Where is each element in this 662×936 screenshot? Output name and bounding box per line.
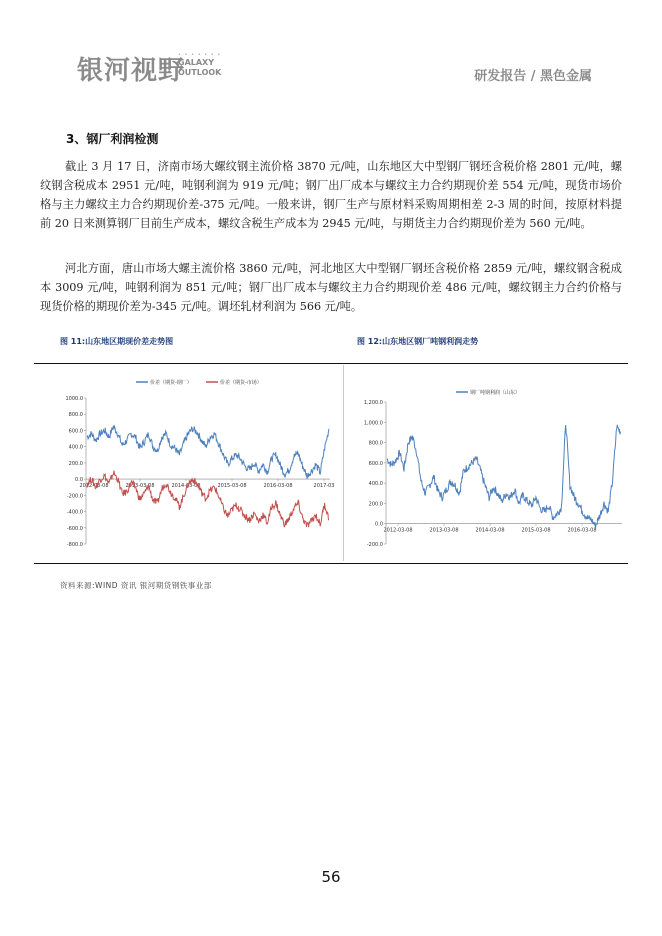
y-tick-label: 400.0: [68, 444, 83, 451]
figure-divider: [343, 365, 344, 561]
x-tick-label: 2013-03-08: [429, 527, 459, 534]
x-tick-label: 2016-03-08: [567, 527, 597, 534]
y-tick-label: 200.0: [68, 460, 83, 467]
logo-chinese: 银河视野: [77, 56, 186, 86]
x-tick-label: 2015-03-08: [521, 527, 551, 534]
logo-en-line1: GALAXY: [178, 58, 215, 67]
series-line-1: [87, 426, 329, 479]
y-tick-label: 1000.0: [65, 396, 83, 402]
y-tick-label: -200.0: [66, 493, 83, 500]
legend-label-2: 价差（期货-市场）: [220, 380, 262, 386]
x-tick-label: 2015-03-08: [217, 483, 247, 490]
figure-11-title: 图 11:山东地区期现价差走势图: [60, 337, 174, 346]
figure-top-rule: [34, 363, 628, 364]
y-tick-label: 600.0: [68, 428, 83, 435]
y-tick-label: 0.0: [375, 521, 383, 528]
y-tick-label: 600.0: [368, 460, 383, 467]
series-line-1: [387, 425, 621, 529]
logo-dots: • • • • • • •: [178, 52, 222, 58]
y-tick-label: 400.0: [368, 481, 383, 488]
figure-bottom-rule: [34, 563, 628, 564]
source-note: 资料来源:WIND 资讯 银河期货钢铁事业部: [60, 581, 212, 590]
legend-label-1: 价差（期货-钢厂）: [150, 380, 192, 386]
figure-12-title: 图 12:山东地区钢厂吨钢利润走势: [357, 337, 479, 346]
y-tick-label: -200.0: [366, 542, 383, 548]
logo-en-line2: OUTLOOK: [178, 68, 222, 77]
chart-price-spread-svg: [40, 372, 338, 552]
y-tick-label: 800.0: [368, 440, 383, 447]
chart-steel-profit-svg: [360, 378, 624, 548]
x-tick-label: 2013-03-08: [125, 483, 155, 490]
y-tick-label: -600.0: [66, 525, 83, 532]
y-tick-label: 800.0: [68, 412, 83, 419]
chart-steel-profit: [360, 378, 624, 548]
y-tick-label: -400.0: [66, 509, 83, 516]
x-tick-label: 2017-03: [313, 483, 335, 490]
x-tick-label: 2012-03-08: [79, 483, 109, 490]
y-tick-label: 1,000.0: [363, 420, 383, 427]
paragraph-hebei: 河北方面，唐山市场大螺主流价格 3860 元/吨，河北地区大中型钢厂钢坯含税价格 2859 元/吨，螺纹钢含税成本 3009 元/吨，吨钢利润为 851 元/吨；钢厂出厂成本与螺纹主力合约期现价差 486 元/吨，螺纹钢主力合约价格与现货价格的期现价差为-345 元/吨。调坯轧材利润为 566 元/吨。: [40, 262, 622, 313]
paragraph-shandong: 截止 3 月 17 日，济南市场大螺纹钢主流价格 3870 元/吨，山东地区大中型钢厂钢坯含税价格 2801 元/吨，螺纹钢含税成本 2951 元/吨，吨钢利润为 919 元/吨；钢厂出厂成本与螺纹主力合约期现价差 554 元/吨，现货市场价格与主力螺纹主力合约期现价差-375 元/吨。一般来讲，钢厂生产与原材料采购周期相差 2-3 周的时间，按原材料提前 20 日来测算钢厂目前生产成本，螺纹含税生产成本为 2945 元/吨，与期货主力合约期现价差为 560 元/吨。: [40, 160, 622, 230]
report-type: 研发报告 / 黑色金属: [474, 69, 592, 84]
page-number: 56: [321, 868, 341, 886]
y-tick-label: 200.0: [368, 501, 383, 508]
y-tick-label: 1,200.0: [363, 400, 383, 406]
y-tick-label: 0.0: [75, 477, 83, 484]
logo-english: [178, 58, 221, 78]
x-tick-label: 2014-03-08: [475, 527, 505, 534]
x-tick-label: 2014-03-08: [171, 483, 201, 490]
x-tick-label: 2016-03-08: [263, 483, 293, 490]
legend-label-1: 钢厂吨钢利润（山东）: [470, 390, 521, 396]
x-tick-label: 2012-03-08: [383, 527, 413, 534]
y-tick-label: -800.0: [66, 542, 83, 548]
section-title: 3、钢厂利润检测: [66, 132, 159, 146]
chart-price-spread: [40, 372, 338, 552]
